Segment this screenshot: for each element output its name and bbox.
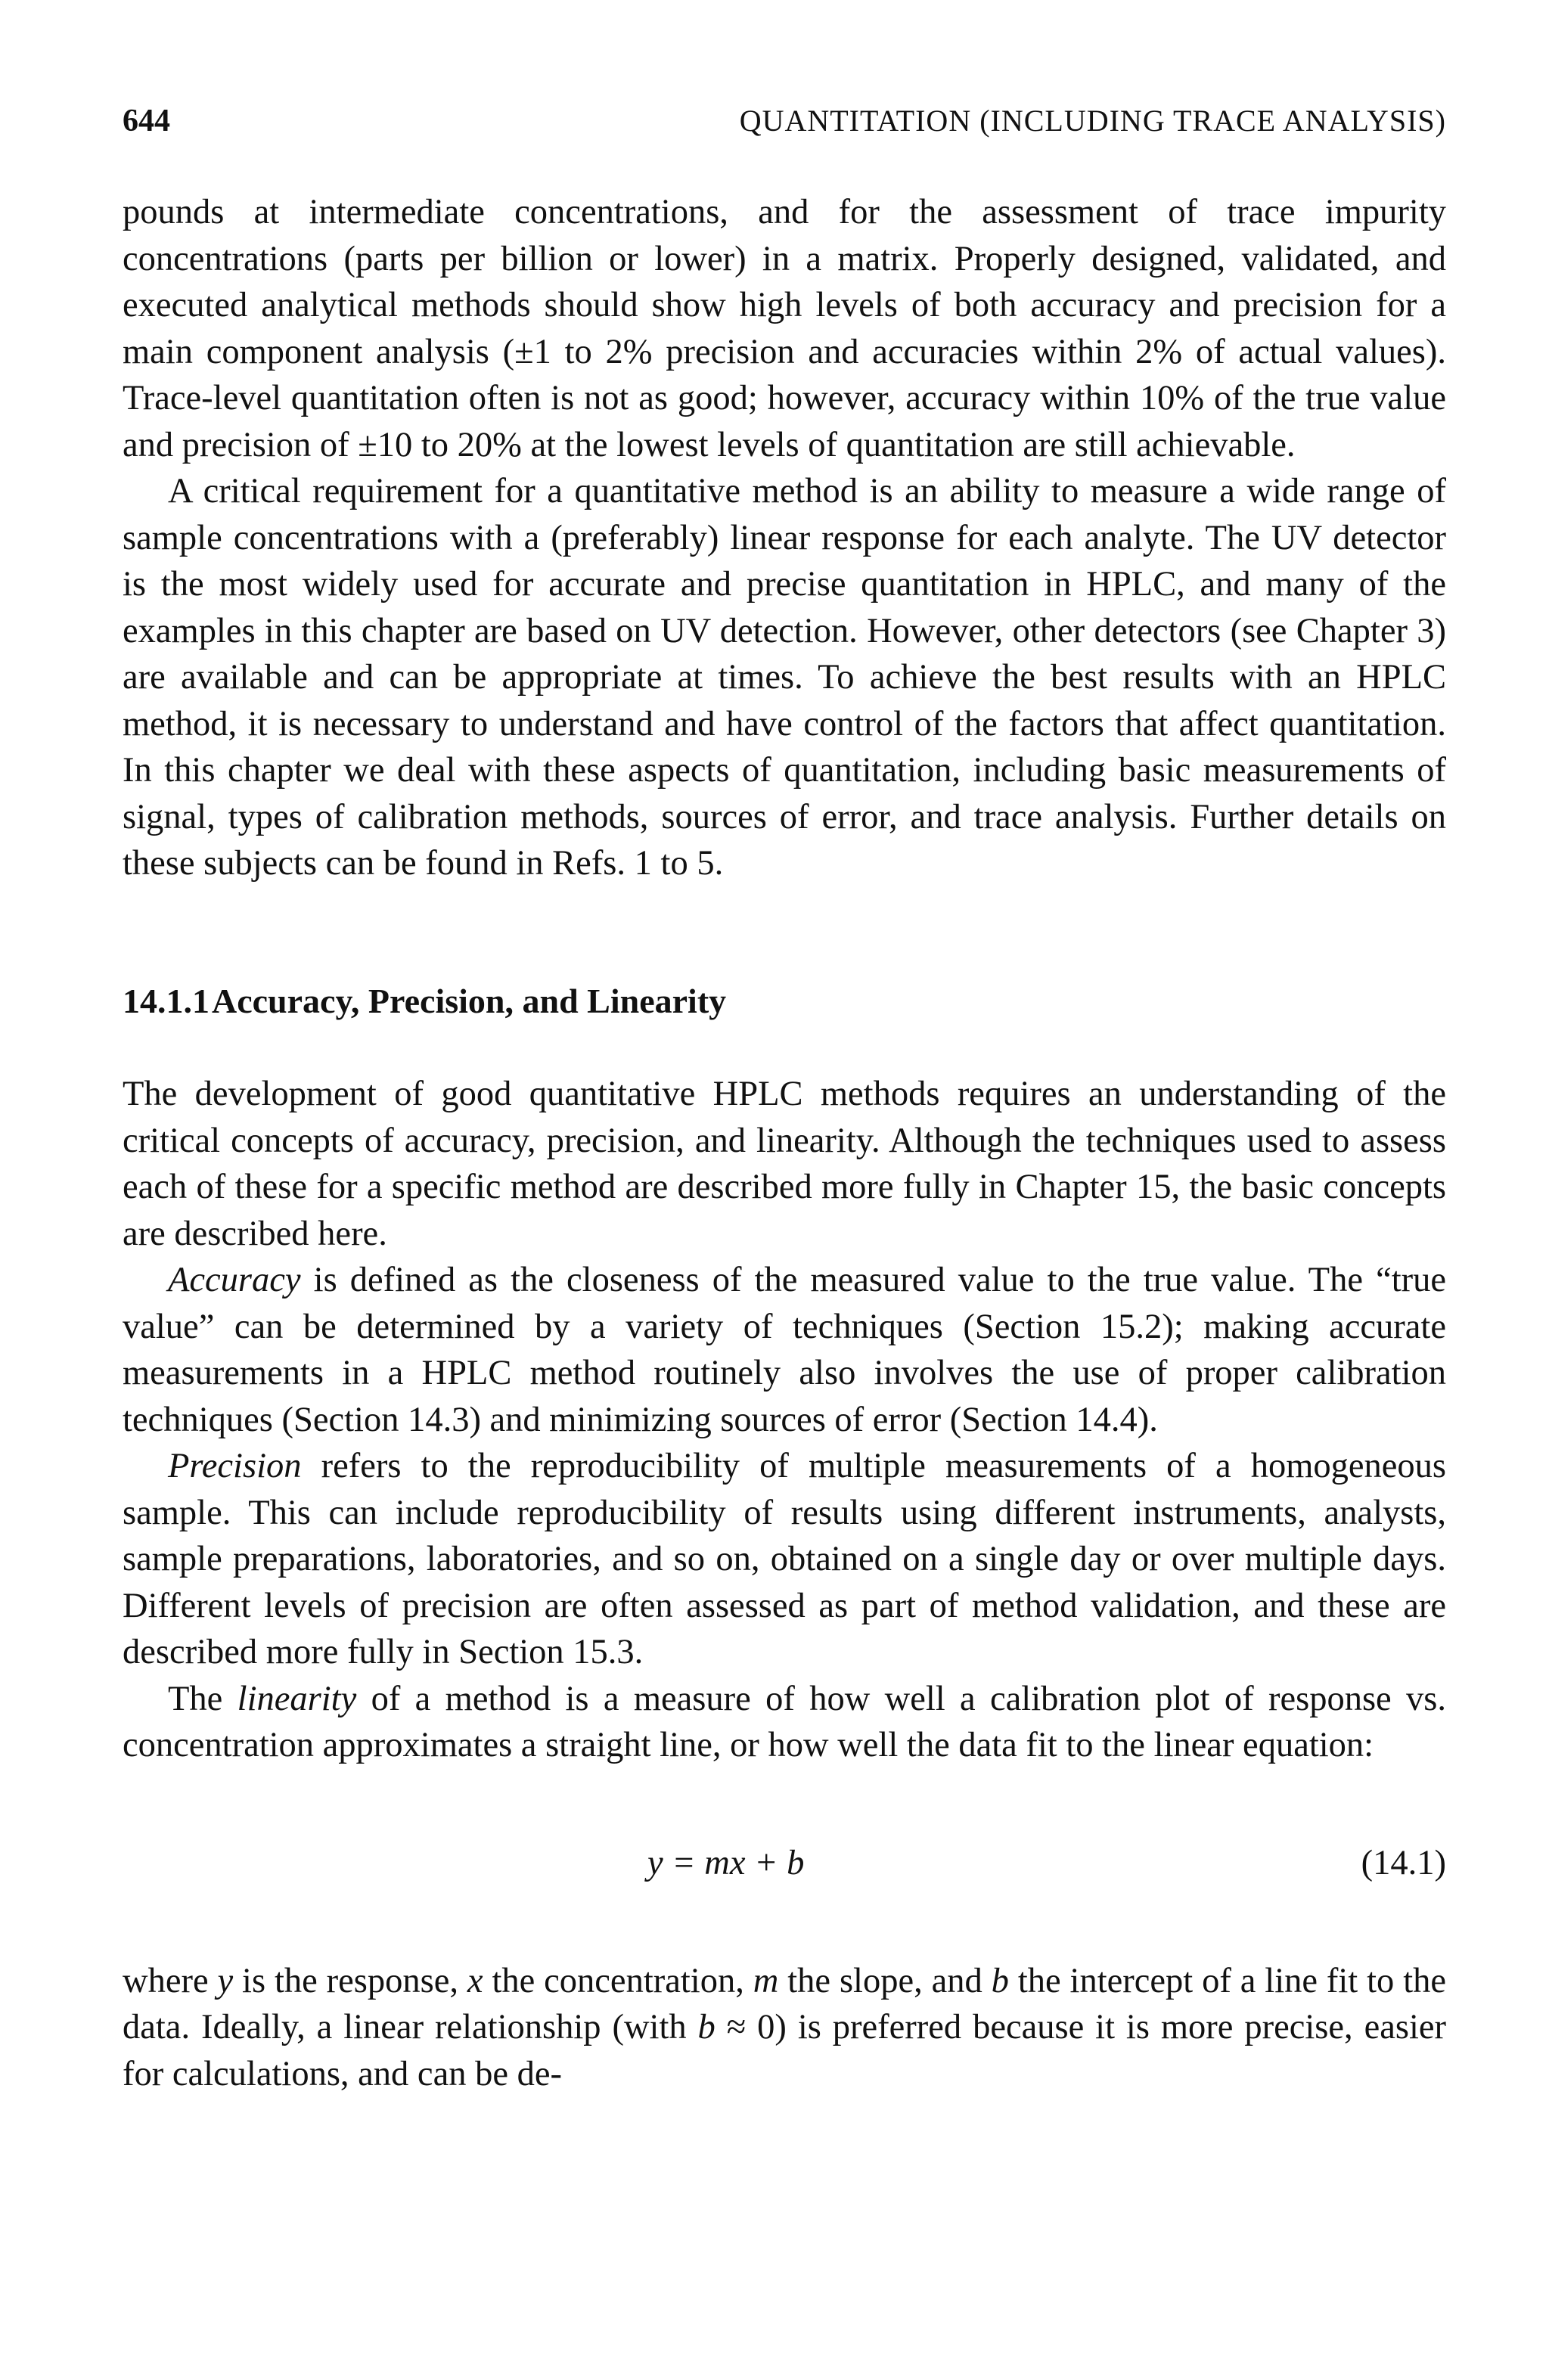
paragraph-7 bbox=[123, 1958, 1446, 2098]
var-b-2: b bbox=[697, 2008, 716, 2046]
page-number: 644 bbox=[123, 104, 170, 138]
body-text bbox=[123, 189, 1446, 2097]
term-linearity: linearity bbox=[237, 1679, 357, 1718]
equation-14-1 bbox=[123, 1840, 1446, 1887]
paragraph-6-text: of a method is a measure of how well a calibration plot of response vs. concentration approximates a straight line, or how well the data fit to the linear equation: bbox=[123, 1679, 1447, 1764]
var-m: m bbox=[753, 1961, 779, 2000]
equation-number: (14.1) bbox=[1361, 1843, 1446, 1882]
paragraph-6-lead: The bbox=[168, 1679, 237, 1718]
paragraph-1: pounds at intermediate concentrations, and for the assessment of trace impurity concentrations (parts per billion or lower) in a matrix. Properly designed, validated, and executed analytical methods should show high levels of both accuracy and precision for a main component analysis (±1 to 2% precision and accuracies within 2% of actual values). Trace-level quantitation often is not as good; however, accuracy within 10% of the true value and precision of ±10 to 20% at the lowest levels of quantitation are still achievable. bbox=[123, 193, 1446, 464]
section-heading bbox=[123, 978, 1446, 1025]
term-precision: Precision bbox=[168, 1447, 302, 1485]
p7-text-c: the concentration, bbox=[483, 1961, 753, 2000]
var-b: b bbox=[991, 1961, 1009, 2000]
paragraph-3: The development of good quantitative HPLC methods requires an understanding of the critical concepts of accuracy, precision, and linearity. Although the techniques used to assess each of these for a specific method are described more fully in Chapter 15, the basic concepts are described here. bbox=[123, 1075, 1446, 1253]
p7-text-d: the slope, and bbox=[778, 1961, 992, 2000]
var-y: y bbox=[217, 1961, 234, 2000]
term-accuracy: Accuracy bbox=[168, 1261, 301, 1299]
p7-text-a: where bbox=[123, 1961, 218, 2000]
page-header bbox=[123, 103, 1446, 148]
paragraph-4-text: is defined as the closeness of the measured value to the true value. The “true value” can be determined by a variety of techniques (Section 15.2); making accurate measurements in a HPLC method routinely also involves the use of proper calibration techniques (Section 14.3) and minimizing sources of error (Section 14.4). bbox=[123, 1261, 1446, 1439]
paragraph-5-text: refers to the reproducibility of multiple measurements of a homogeneous sample. This can include reproducibility of results using different instruments, analysts, sample preparations, laboratories, and so on, obtained on a single day or over multiple days. Different levels of precision are often assessed as part of method validation, and these are described more fully in Section 15.3. bbox=[123, 1447, 1446, 1671]
section-title: Accuracy, Precision, and Linearity bbox=[212, 981, 727, 1020]
paragraph-4 bbox=[123, 1257, 1446, 1443]
running-head: QUANTITATION (INCLUDING TRACE ANALYSIS) bbox=[739, 104, 1446, 138]
paragraph-6 bbox=[123, 1676, 1446, 1769]
p7-text-e: the intercept of a line fit to the data. Ideally, a linear relationship (with bbox=[123, 1961, 1447, 2046]
section-number: 14.1.1 bbox=[123, 981, 210, 1020]
p7-text-b: is the response, bbox=[233, 1961, 467, 2000]
paragraph-5 bbox=[123, 1443, 1446, 1676]
paragraph-2: A critical requirement for a quantitative method is an ability to measure a wide range of sample concentrations with a (preferably) linear response for each analyte. The UV detector is the most widely used for accurate and precise quantitation in HPLC, and many of the examples in this chapter are based on UV detection. However, other detectors (see Chapter 3) are available and can be appropriate at times. To achieve the best results with an HPLC method, it is necessary to understand and have control of the factors that affect quantitation. In this chapter we deal with these aspects of quantitation, including basic measurements of signal, types of calibration methods, sources of error, and trace analysis. Further details on these subjects can be found in Refs. 1 to 5. bbox=[123, 472, 1446, 883]
p7-text-f: ≈ 0) is preferred because it is more precise, easier for calculations, and can be de- bbox=[123, 2008, 1446, 2093]
var-x: x bbox=[467, 1961, 483, 2000]
equation-formula: y = mx + b bbox=[647, 1843, 805, 1882]
